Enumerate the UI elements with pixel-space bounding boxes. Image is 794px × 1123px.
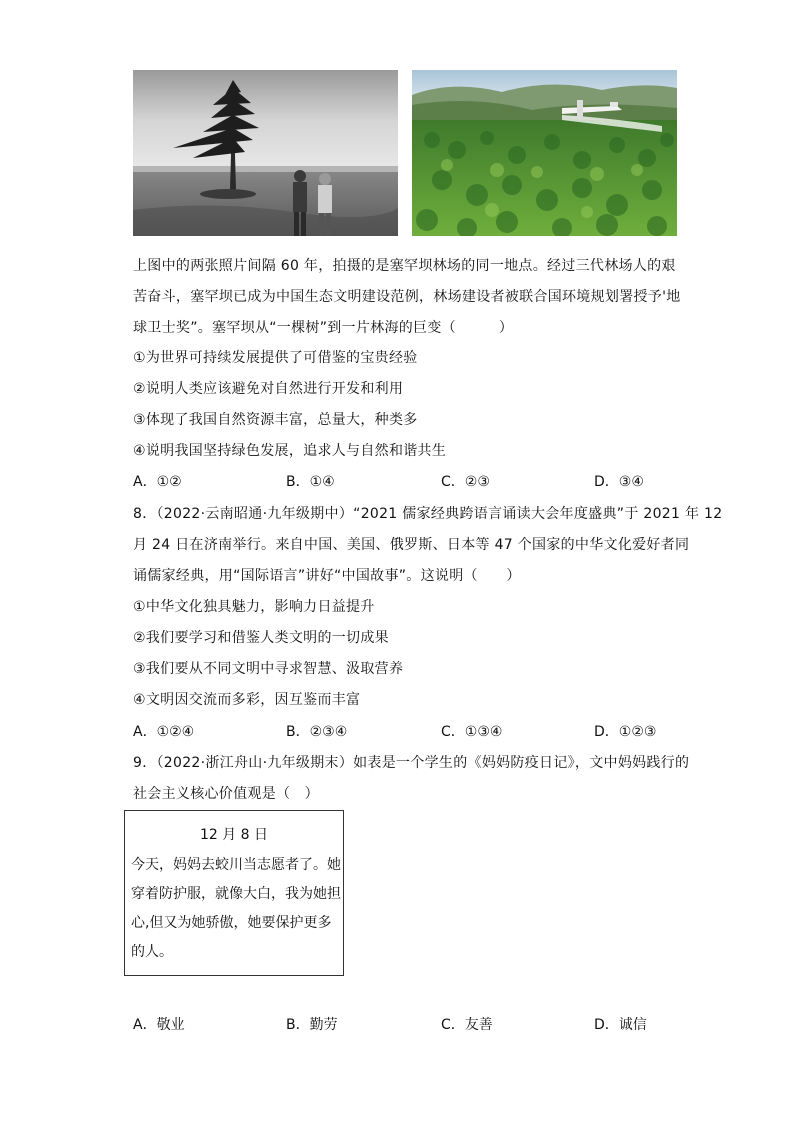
q8-option-d[interactable]: D．①②③ bbox=[594, 724, 657, 740]
diary-line-4: 的人。 bbox=[131, 944, 173, 960]
q7-option-c[interactable]: C．②③ bbox=[441, 474, 490, 490]
q7-statement-1: ①为世界可持续发展提供了可借鉴的宝贵经验 bbox=[133, 350, 418, 366]
diary-line-3: 心,但又为她骄傲，她要保护更多 bbox=[131, 915, 332, 931]
q8-statement-2: ②我们要学习和借鉴人类文明的一切成果 bbox=[133, 630, 389, 646]
q8-stem-line-3: 诵儒家经典，用“国际语言”讲好“中国故事”。这说明（ ） bbox=[133, 568, 521, 584]
q9-option-d[interactable]: D．诚信 bbox=[594, 1017, 647, 1033]
q7-option-d[interactable]: D．③④ bbox=[594, 474, 644, 490]
diary-line-1: 今天，妈妈去蛟川当志愿者了。她 bbox=[131, 857, 341, 873]
q8-option-c[interactable]: C．①③④ bbox=[441, 724, 503, 740]
diary-line-2: 穿着防护服，就像大白，我为她担 bbox=[131, 886, 341, 902]
q9-stem-line-2: 社会主义核心价值观是（ ） bbox=[133, 786, 319, 802]
q8-option-a[interactable]: A．①②④ bbox=[133, 724, 195, 740]
saihanba-lone-tree-photo bbox=[133, 70, 398, 236]
q7-passage-line-3: 球卫士奖”。塞罕坝从“一棵树”到一片林海的巨变（ ） bbox=[133, 320, 514, 336]
q7-option-b[interactable]: B．①④ bbox=[286, 474, 335, 490]
q8-option-b[interactable]: B．②③④ bbox=[286, 724, 348, 740]
q8-statement-3: ③我们要从不同文明中寻求智慧、汲取营养 bbox=[133, 661, 404, 677]
q8-stem-line-2: 月 24 日在济南举行。来自中国、美国、俄罗斯、日本等 47 个国家的中华文化爱好者同 bbox=[133, 537, 690, 553]
q9-option-c[interactable]: C．友善 bbox=[441, 1017, 493, 1033]
q7-option-a[interactable]: A．①② bbox=[133, 474, 182, 490]
q7-passage-line-2: 苦奋斗，塞罕坝已成为中国生态文明建设范例，林场建设者被联合国环境规划署授予'地 bbox=[133, 289, 681, 305]
q9-stem-line-1: 9．（2022·浙江舟山·九年级期末）如表是一个学生的《妈妈防疫日记》，文中妈妈践行的 bbox=[133, 755, 690, 771]
diary-date: 12 月 8 日 bbox=[199, 827, 269, 843]
q9-option-a[interactable]: A．敬业 bbox=[133, 1017, 185, 1033]
diary-box bbox=[124, 810, 344, 976]
q7-statement-4: ④说明我国坚持绿色发展，追求人与自然和谐共生 bbox=[133, 443, 447, 459]
q8-statement-4: ④文明因交流而多彩，因互鉴而丰富 bbox=[133, 692, 361, 708]
q7-passage-line-1: 上图中的两张照片间隔 60 年，拍摄的是塞罕坝林场的同一地点。经过三代林场人的艰 bbox=[133, 258, 676, 274]
q8-stem-line-1: 8．（2022·云南昭通·九年级期中）“2021 儒家经典跨语言诵读大会年度盛典”于 2021 年 12 bbox=[133, 506, 723, 522]
q7-statement-2: ②说明人类应该避免对自然进行开发和利用 bbox=[133, 381, 404, 397]
saihanba-forest-photo bbox=[412, 70, 677, 236]
q9-option-b[interactable]: B．勤劳 bbox=[286, 1017, 338, 1033]
q7-statement-3: ③体现了我国自然资源丰富，总量大，种类多 bbox=[133, 412, 418, 428]
q8-statement-1: ①中华文化独具魅力，影响力日益提升 bbox=[133, 599, 375, 615]
